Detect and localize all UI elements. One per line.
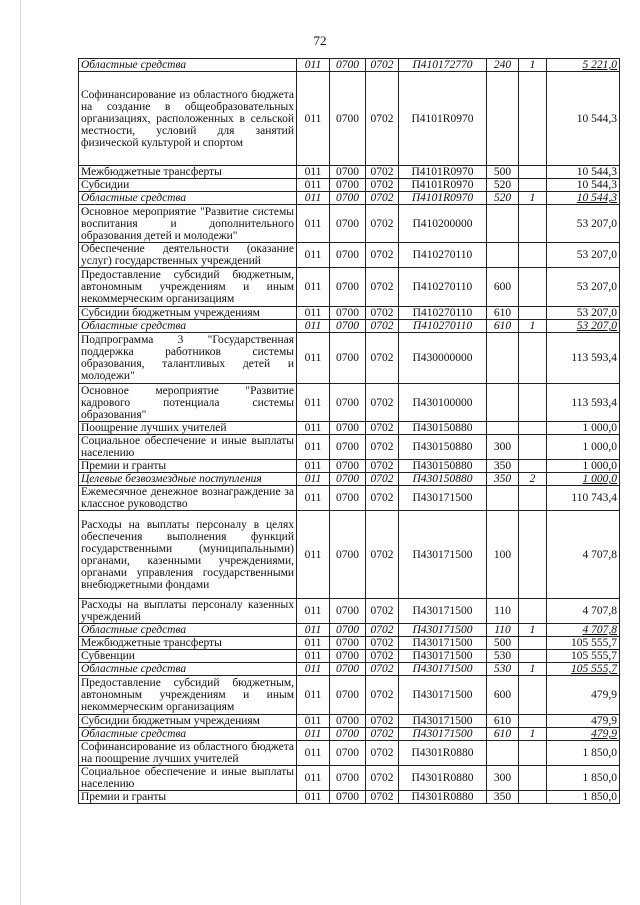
cell-name: Поощрение лучших учителей bbox=[79, 422, 297, 435]
cell-fund bbox=[519, 741, 547, 766]
cell-section: 0700 bbox=[330, 624, 366, 637]
cell-target: П4101R0970 bbox=[399, 179, 487, 192]
cell-ministry: 011 bbox=[297, 72, 330, 166]
table-row bbox=[79, 663, 620, 676]
cell-expense: 350 bbox=[487, 473, 519, 486]
cell-ministry: 011 bbox=[297, 791, 330, 804]
cell-subsection: 0702 bbox=[366, 166, 399, 179]
cell-expense bbox=[487, 486, 519, 511]
cell-amount: 53 207,0 bbox=[547, 268, 620, 307]
cell-subsection: 0702 bbox=[366, 728, 399, 741]
table-row bbox=[79, 791, 620, 804]
cell-amount: 479,9 bbox=[547, 715, 620, 728]
cell-ministry: 011 bbox=[297, 268, 330, 307]
cell-target: П4101R0970 bbox=[399, 192, 487, 205]
cell-expense: 350 bbox=[487, 460, 519, 473]
cell-name: Областные средства bbox=[79, 192, 297, 205]
cell-ministry: 011 bbox=[297, 435, 330, 460]
cell-fund: 1 bbox=[519, 624, 547, 637]
cell-fund bbox=[519, 511, 547, 599]
cell-section: 0700 bbox=[330, 320, 366, 333]
table-row bbox=[79, 460, 620, 473]
cell-target: П4101R0970 bbox=[399, 166, 487, 179]
cell-name: Расходы на выплаты персоналу в целях обеспечения выполнения функций государственными (муниципальными) органами, казенными учреждениями, органами управления государственными внебюджетными фондами bbox=[79, 511, 297, 599]
scan-margin-line bbox=[20, 0, 21, 905]
cell-expense bbox=[487, 384, 519, 422]
table-row bbox=[79, 179, 620, 192]
cell-target: П430171500 bbox=[399, 663, 487, 676]
cell-target: П430150880 bbox=[399, 435, 487, 460]
cell-expense bbox=[487, 741, 519, 766]
cell-section: 0700 bbox=[330, 473, 366, 486]
cell-section: 0700 bbox=[330, 243, 366, 268]
cell-subsection: 0702 bbox=[366, 624, 399, 637]
cell-ministry: 011 bbox=[297, 663, 330, 676]
cell-section: 0700 bbox=[330, 59, 366, 72]
cell-expense: 110 bbox=[487, 624, 519, 637]
cell-ministry: 011 bbox=[297, 205, 330, 243]
cell-expense: 300 bbox=[487, 766, 519, 791]
cell-section: 0700 bbox=[330, 460, 366, 473]
cell-name: Софинансирование из областного бюджета на поощрение лучших учителей bbox=[79, 741, 297, 766]
cell-target: П430171500 bbox=[399, 486, 487, 511]
cell-target: П430171500 bbox=[399, 511, 487, 599]
budget-table bbox=[78, 58, 620, 804]
cell-subsection: 0702 bbox=[366, 384, 399, 422]
cell-name: Межбюджетные трансферты bbox=[79, 166, 297, 179]
cell-expense: 610 bbox=[487, 715, 519, 728]
cell-name: Областные средства bbox=[79, 59, 297, 72]
cell-target: П4101R0970 bbox=[399, 72, 487, 166]
cell-section: 0700 bbox=[330, 205, 366, 243]
cell-section: 0700 bbox=[330, 766, 366, 791]
cell-amount: 113 593,4 bbox=[547, 333, 620, 384]
cell-ministry: 011 bbox=[297, 166, 330, 179]
cell-fund bbox=[519, 205, 547, 243]
cell-section: 0700 bbox=[330, 715, 366, 728]
cell-ministry: 011 bbox=[297, 741, 330, 766]
cell-expense: 240 bbox=[487, 59, 519, 72]
cell-target: П430171500 bbox=[399, 650, 487, 663]
cell-ministry: 011 bbox=[297, 728, 330, 741]
cell-ministry: 011 bbox=[297, 486, 330, 511]
cell-name: Субсидии bbox=[79, 179, 297, 192]
table-row bbox=[79, 624, 620, 637]
cell-amount: 4 707,8 bbox=[547, 599, 620, 624]
cell-ministry: 011 bbox=[297, 192, 330, 205]
cell-expense bbox=[487, 205, 519, 243]
cell-name: Обеспечение деятельности (оказание услуг) государственных учреждений bbox=[79, 243, 297, 268]
table-row bbox=[79, 637, 620, 650]
cell-fund bbox=[519, 676, 547, 715]
cell-expense bbox=[487, 422, 519, 435]
page-number: 72 bbox=[313, 33, 327, 48]
cell-ministry: 011 bbox=[297, 384, 330, 422]
cell-amount: 1 850,0 bbox=[547, 791, 620, 804]
cell-fund: 1 bbox=[519, 320, 547, 333]
cell-fund bbox=[519, 766, 547, 791]
cell-subsection: 0702 bbox=[366, 473, 399, 486]
table-row bbox=[79, 268, 620, 307]
cell-amount: 53 207,0 bbox=[547, 320, 620, 333]
cell-target: П410270110 bbox=[399, 243, 487, 268]
cell-section: 0700 bbox=[330, 166, 366, 179]
cell-section: 0700 bbox=[330, 599, 366, 624]
cell-expense: 610 bbox=[487, 320, 519, 333]
cell-subsection: 0702 bbox=[366, 676, 399, 715]
cell-amount: 479,9 bbox=[547, 728, 620, 741]
cell-amount: 53 207,0 bbox=[547, 243, 620, 268]
cell-fund: 2 bbox=[519, 473, 547, 486]
cell-amount: 10 544,3 bbox=[547, 192, 620, 205]
cell-ministry: 011 bbox=[297, 676, 330, 715]
cell-amount: 4 707,8 bbox=[547, 511, 620, 599]
cell-ministry: 011 bbox=[297, 333, 330, 384]
cell-fund bbox=[519, 333, 547, 384]
cell-section: 0700 bbox=[330, 676, 366, 715]
cell-section: 0700 bbox=[330, 663, 366, 676]
cell-name: Предоставление субсидий бюджетным, автономным учреждениям и иным некоммерческим организациям bbox=[79, 676, 297, 715]
cell-section: 0700 bbox=[330, 72, 366, 166]
cell-fund bbox=[519, 637, 547, 650]
cell-subsection: 0702 bbox=[366, 511, 399, 599]
table-row bbox=[79, 384, 620, 422]
cell-fund bbox=[519, 166, 547, 179]
cell-ministry: 011 bbox=[297, 473, 330, 486]
cell-subsection: 0702 bbox=[366, 243, 399, 268]
cell-target: П410270110 bbox=[399, 320, 487, 333]
cell-fund: 1 bbox=[519, 663, 547, 676]
table-row bbox=[79, 72, 620, 166]
cell-name: Областные средства bbox=[79, 728, 297, 741]
cell-subsection: 0702 bbox=[366, 766, 399, 791]
cell-subsection: 0702 bbox=[366, 307, 399, 320]
cell-subsection: 0702 bbox=[366, 72, 399, 166]
cell-amount: 105 555,7 bbox=[547, 663, 620, 676]
table-row bbox=[79, 435, 620, 460]
cell-name: Подпрограмма 3 "Государственная поддержка работников системы образования, талантливых детей и молодежи" bbox=[79, 333, 297, 384]
cell-section: 0700 bbox=[330, 192, 366, 205]
cell-fund bbox=[519, 179, 547, 192]
cell-name: Премии и гранты bbox=[79, 460, 297, 473]
cell-section: 0700 bbox=[330, 637, 366, 650]
cell-amount: 4 707,8 bbox=[547, 624, 620, 637]
cell-subsection: 0702 bbox=[366, 179, 399, 192]
cell-ministry: 011 bbox=[297, 460, 330, 473]
cell-subsection: 0702 bbox=[366, 320, 399, 333]
table-row bbox=[79, 741, 620, 766]
cell-section: 0700 bbox=[330, 728, 366, 741]
cell-expense: 530 bbox=[487, 663, 519, 676]
cell-expense: 610 bbox=[487, 728, 519, 741]
cell-amount: 1 000,0 bbox=[547, 473, 620, 486]
cell-fund bbox=[519, 650, 547, 663]
cell-section: 0700 bbox=[330, 511, 366, 599]
cell-amount: 53 207,0 bbox=[547, 205, 620, 243]
table-row bbox=[79, 676, 620, 715]
cell-expense bbox=[487, 243, 519, 268]
cell-fund bbox=[519, 791, 547, 804]
table-row bbox=[79, 650, 620, 663]
cell-subsection: 0702 bbox=[366, 460, 399, 473]
table-row bbox=[79, 715, 620, 728]
cell-subsection: 0702 bbox=[366, 791, 399, 804]
cell-name: Премии и гранты bbox=[79, 791, 297, 804]
cell-expense bbox=[487, 333, 519, 384]
cell-expense: 520 bbox=[487, 179, 519, 192]
table-row bbox=[79, 243, 620, 268]
cell-target: П410270110 bbox=[399, 268, 487, 307]
cell-fund bbox=[519, 307, 547, 320]
cell-target: П4301R0880 bbox=[399, 791, 487, 804]
cell-section: 0700 bbox=[330, 650, 366, 663]
cell-target: П430171500 bbox=[399, 599, 487, 624]
cell-name: Ежемесячное денежное вознаграждение за классное руководство bbox=[79, 486, 297, 511]
cell-name: Социальное обеспечение и иные выплаты населению bbox=[79, 766, 297, 791]
cell-target: П430171500 bbox=[399, 676, 487, 715]
cell-fund bbox=[519, 486, 547, 511]
cell-target: П430150880 bbox=[399, 422, 487, 435]
cell-fund bbox=[519, 715, 547, 728]
cell-expense: 600 bbox=[487, 676, 519, 715]
cell-ministry: 011 bbox=[297, 243, 330, 268]
cell-subsection: 0702 bbox=[366, 422, 399, 435]
cell-name: Областные средства bbox=[79, 624, 297, 637]
cell-subsection: 0702 bbox=[366, 741, 399, 766]
cell-expense: 520 bbox=[487, 192, 519, 205]
cell-amount: 1 000,0 bbox=[547, 435, 620, 460]
cell-section: 0700 bbox=[330, 268, 366, 307]
cell-fund: 1 bbox=[519, 59, 547, 72]
cell-fund bbox=[519, 268, 547, 307]
table-row bbox=[79, 166, 620, 179]
cell-fund bbox=[519, 435, 547, 460]
cell-name: Основное мероприятие "Развитие кадрового потенциала системы образования" bbox=[79, 384, 297, 422]
table-row bbox=[79, 599, 620, 624]
cell-amount: 1 850,0 bbox=[547, 766, 620, 791]
cell-subsection: 0702 bbox=[366, 59, 399, 72]
cell-amount: 105 555,7 bbox=[547, 650, 620, 663]
cell-section: 0700 bbox=[330, 791, 366, 804]
cell-target: П430171500 bbox=[399, 728, 487, 741]
table-row bbox=[79, 333, 620, 384]
table-row bbox=[79, 307, 620, 320]
cell-ministry: 011 bbox=[297, 422, 330, 435]
cell-section: 0700 bbox=[330, 384, 366, 422]
cell-ministry: 011 bbox=[297, 179, 330, 192]
cell-ministry: 011 bbox=[297, 320, 330, 333]
cell-subsection: 0702 bbox=[366, 205, 399, 243]
cell-expense: 600 bbox=[487, 268, 519, 307]
cell-fund bbox=[519, 422, 547, 435]
cell-expense: 100 bbox=[487, 511, 519, 599]
cell-expense: 530 bbox=[487, 650, 519, 663]
cell-amount: 5 221,0 bbox=[547, 59, 620, 72]
cell-expense: 610 bbox=[487, 307, 519, 320]
cell-amount: 10 544,3 bbox=[547, 72, 620, 166]
cell-expense: 300 bbox=[487, 435, 519, 460]
cell-ministry: 011 bbox=[297, 715, 330, 728]
cell-target: П410172770 bbox=[399, 59, 487, 72]
cell-amount: 53 207,0 bbox=[547, 307, 620, 320]
cell-section: 0700 bbox=[330, 422, 366, 435]
cell-expense: 350 bbox=[487, 791, 519, 804]
cell-fund: 1 bbox=[519, 728, 547, 741]
table-row bbox=[79, 728, 620, 741]
cell-subsection: 0702 bbox=[366, 599, 399, 624]
cell-ministry: 011 bbox=[297, 637, 330, 650]
cell-name: Софинансирование из областного бюджета на создание в общеобразовательных организациях, расположенных в сельской местности, условий для занятий физической культурой и спортом bbox=[79, 72, 297, 166]
cell-name: Целевые безвозмездные поступления bbox=[79, 473, 297, 486]
cell-amount: 1 000,0 bbox=[547, 422, 620, 435]
cell-target: П430000000 bbox=[399, 333, 487, 384]
cell-subsection: 0702 bbox=[366, 333, 399, 384]
cell-expense: 500 bbox=[487, 166, 519, 179]
cell-ministry: 011 bbox=[297, 59, 330, 72]
cell-amount: 10 544,3 bbox=[547, 179, 620, 192]
table-row bbox=[79, 205, 620, 243]
cell-subsection: 0702 bbox=[366, 715, 399, 728]
cell-name: Субвенции bbox=[79, 650, 297, 663]
cell-section: 0700 bbox=[330, 435, 366, 460]
cell-section: 0700 bbox=[330, 307, 366, 320]
cell-target: П430171500 bbox=[399, 624, 487, 637]
cell-ministry: 011 bbox=[297, 624, 330, 637]
cell-subsection: 0702 bbox=[366, 192, 399, 205]
cell-amount: 1 000,0 bbox=[547, 460, 620, 473]
cell-section: 0700 bbox=[330, 486, 366, 511]
cell-expense: 500 bbox=[487, 637, 519, 650]
cell-target: П4301R0880 bbox=[399, 741, 487, 766]
table-row bbox=[79, 422, 620, 435]
cell-amount: 10 544,3 bbox=[547, 166, 620, 179]
table-row bbox=[79, 473, 620, 486]
cell-target: П4301R0880 bbox=[399, 766, 487, 791]
cell-fund bbox=[519, 599, 547, 624]
table-row bbox=[79, 59, 620, 72]
cell-target: П430171500 bbox=[399, 637, 487, 650]
cell-expense bbox=[487, 72, 519, 166]
table-row bbox=[79, 192, 620, 205]
table-row bbox=[79, 320, 620, 333]
cell-target: П410270110 bbox=[399, 307, 487, 320]
cell-name: Основное мероприятие "Развитие системы воспитания и дополнительного образования детей и молодежи" bbox=[79, 205, 297, 243]
cell-fund bbox=[519, 72, 547, 166]
cell-section: 0700 bbox=[330, 179, 366, 192]
cell-amount: 479,9 bbox=[547, 676, 620, 715]
cell-target: П430100000 bbox=[399, 384, 487, 422]
cell-name: Межбюджетные трансферты bbox=[79, 637, 297, 650]
cell-fund bbox=[519, 460, 547, 473]
cell-name: Субсидии бюджетным учреждениям bbox=[79, 307, 297, 320]
cell-amount: 113 593,4 bbox=[547, 384, 620, 422]
table-row bbox=[79, 511, 620, 599]
cell-expense: 110 bbox=[487, 599, 519, 624]
cell-fund bbox=[519, 384, 547, 422]
cell-name: Расходы на выплаты персоналу казенных учреждений bbox=[79, 599, 297, 624]
cell-subsection: 0702 bbox=[366, 650, 399, 663]
cell-section: 0700 bbox=[330, 333, 366, 384]
table-row bbox=[79, 766, 620, 791]
table-row bbox=[79, 486, 620, 511]
cell-ministry: 011 bbox=[297, 599, 330, 624]
cell-amount: 110 743,4 bbox=[547, 486, 620, 511]
cell-amount: 105 555,7 bbox=[547, 637, 620, 650]
cell-subsection: 0702 bbox=[366, 268, 399, 307]
cell-target: П430150880 bbox=[399, 473, 487, 486]
cell-ministry: 011 bbox=[297, 307, 330, 320]
cell-amount: 1 850,0 bbox=[547, 741, 620, 766]
cell-section: 0700 bbox=[330, 741, 366, 766]
cell-subsection: 0702 bbox=[366, 486, 399, 511]
cell-name: Областные средства bbox=[79, 663, 297, 676]
cell-name: Субсидии бюджетным учреждениям bbox=[79, 715, 297, 728]
cell-ministry: 011 bbox=[297, 650, 330, 663]
cell-subsection: 0702 bbox=[366, 637, 399, 650]
cell-target: П430150880 bbox=[399, 460, 487, 473]
cell-subsection: 0702 bbox=[366, 435, 399, 460]
cell-ministry: 011 bbox=[297, 511, 330, 599]
cell-name: Областные средства bbox=[79, 320, 297, 333]
cell-fund: 1 bbox=[519, 192, 547, 205]
cell-name: Предоставление субсидий бюджетным, автономным учреждениям и иным некоммерческим организациям bbox=[79, 268, 297, 307]
cell-name: Социальное обеспечение и иные выплаты населению bbox=[79, 435, 297, 460]
cell-target: П410200000 bbox=[399, 205, 487, 243]
cell-fund bbox=[519, 243, 547, 268]
cell-subsection: 0702 bbox=[366, 663, 399, 676]
cell-ministry: 011 bbox=[297, 766, 330, 791]
cell-target: П430171500 bbox=[399, 715, 487, 728]
